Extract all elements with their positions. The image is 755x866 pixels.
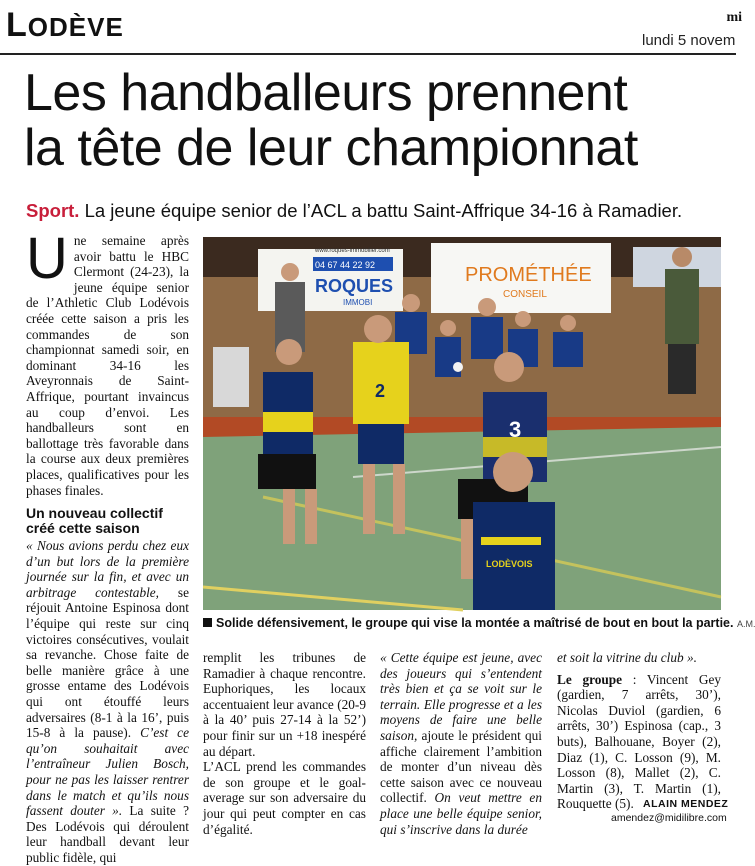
paragraph-2-text: se réjouit Antoine Espinosa dont l’équipe qui reste sur cinq victoires consécutives, voulait sa revanche. Chose faite de belle manière grâce à une grosse entame des Lodévois qui ont étouffé leurs adversaires (8-1 à la 16’, puis 15-8 à la pause). [26, 584, 189, 741]
issue-date: lundi 5 novem [642, 32, 736, 49]
column-3-text: ajoute le président qui affiche clairement l’ambition de monter d’un niveau dès cette saison avec ce nouveau collectif. [380, 727, 542, 806]
masthead: mi [726, 10, 742, 25]
jersey-number-a: 2 [375, 381, 386, 401]
jersey-number-b: 3 [509, 417, 522, 442]
column-2 [203, 650, 366, 837]
banner-name: ROQUES [315, 276, 394, 296]
deck-kicker: Sport. [26, 200, 80, 221]
column-3 [380, 650, 542, 837]
headline-line-1: Les handballeurs prennent [24, 64, 628, 122]
header-rule [0, 53, 736, 55]
column-4-quote: et soit la vitrine du club ». [557, 650, 697, 665]
deck [26, 200, 682, 222]
column-4 [557, 650, 721, 812]
subhead: Un nouveau collectif créé cette saison [26, 505, 163, 537]
paragraph-intro: ne semaine après avoir battu le HBC Clermont (24-23), la jeune équipe senior de l’Athletic Club Lodévois créée cette saison a pris les commandes de son championnat samedi soir, en dominant 34-16 les Aveyronnais de Saint-Affrique, pourtant invaincus au coup d’envoi. Les handballeurs sont en ballottage très favorable dans la course aux deux premières places, qualificatives pour les phases finales. [26, 233, 189, 498]
section-title-rest: ODÈVE [27, 12, 124, 42]
banner2-name: PROMÉTHÉE [465, 264, 592, 286]
jersey-text: LODÈVOIS [486, 559, 533, 569]
team-roster [557, 672, 721, 812]
caption-text: Solide défensivement, le groupe qui vise la montée a maîtrisé de bout en bout la partie. [216, 616, 734, 630]
headline [24, 66, 724, 176]
quote-2: C’est ce qu’on souhaitait avec l’entraîneur Julien Bosch, pour ne pas les laisser rentrer dans le match et qu’ils nous fassent douter ». [26, 725, 189, 819]
section-title [6, 6, 124, 45]
roster-text: : Vincent Gey (gardien, 7 arrêts, 30’), Nicolas Duviol (gardien, 6 arrêts, 30’) Espinosa (cap., 3 buts), Balhouane, Boyer (2), Diaz (1), C. Losson (9), M. Losson (8), Mallet (2), C. Martin (3), T. Martin (1), Rouquette (5). [557, 671, 721, 812]
column-3-quote-1: « Cette équipe est jeune, avec des joueurs qui s’entendent très bien et ça se voit sur le terrain. Elle progresse et a les moyens de faire une belle saison, [380, 650, 542, 743]
author-email[interactable]: amendez@midilibre.com [611, 812, 727, 824]
caption-square-icon [203, 618, 212, 627]
banner-url: www.roques-immobilier.com [315, 248, 390, 254]
column-2-paragraph-2: L’ACL prend les commandes de son groupe et le goal-average sur son adversaire du jour qui peut compter en cas d’égalité. [203, 759, 366, 837]
headline-line-2: la tête de leur championnat [24, 119, 638, 177]
paragraph-2-text-b: La suite ? Des Lodévois qui déroulent leur handball devant leur public fidèle, qui [26, 803, 189, 865]
banner-sub: IMMOBI [343, 298, 373, 307]
banner-phone: 04 67 44 22 92 [315, 260, 376, 270]
column-1 [26, 226, 189, 866]
column-2-paragraph-1: remplit les tribunes de Ramadier à chaque rencontre. Euphoriques, les locaux accentuaient leur avance (20-9 à la 40’ puis 27-14 à la 52’) pour finir sur un +18 inespéré au départ. [203, 650, 366, 759]
quote-1: « Nous avions perdu chez eux d’un but lors de la première journée sur la fin, et avec un arbitrage contestable, [26, 538, 189, 600]
handball-scene [203, 237, 721, 610]
photo-caption [203, 616, 755, 630]
column-3-paragraph [380, 650, 542, 837]
paragraph-quote [26, 538, 189, 865]
dropcap: U [26, 226, 68, 291]
banner2-sub: CONSEIL [503, 289, 547, 300]
deck-text: La jeune équipe senior de l’ACL a battu Saint-Affrique 34-16 à Ramadier. [79, 200, 683, 221]
article-photo [203, 237, 721, 610]
photo-credit: A.M. [736, 619, 755, 629]
roster-label: Le groupe [557, 671, 623, 687]
author-name: ALAIN MENDEZ [643, 798, 729, 810]
column-3-quote-2: On veut mettre en place une belle équipe senior, qui s’inscrive dans la durée [380, 790, 542, 837]
section-title-cap: L [6, 6, 28, 44]
